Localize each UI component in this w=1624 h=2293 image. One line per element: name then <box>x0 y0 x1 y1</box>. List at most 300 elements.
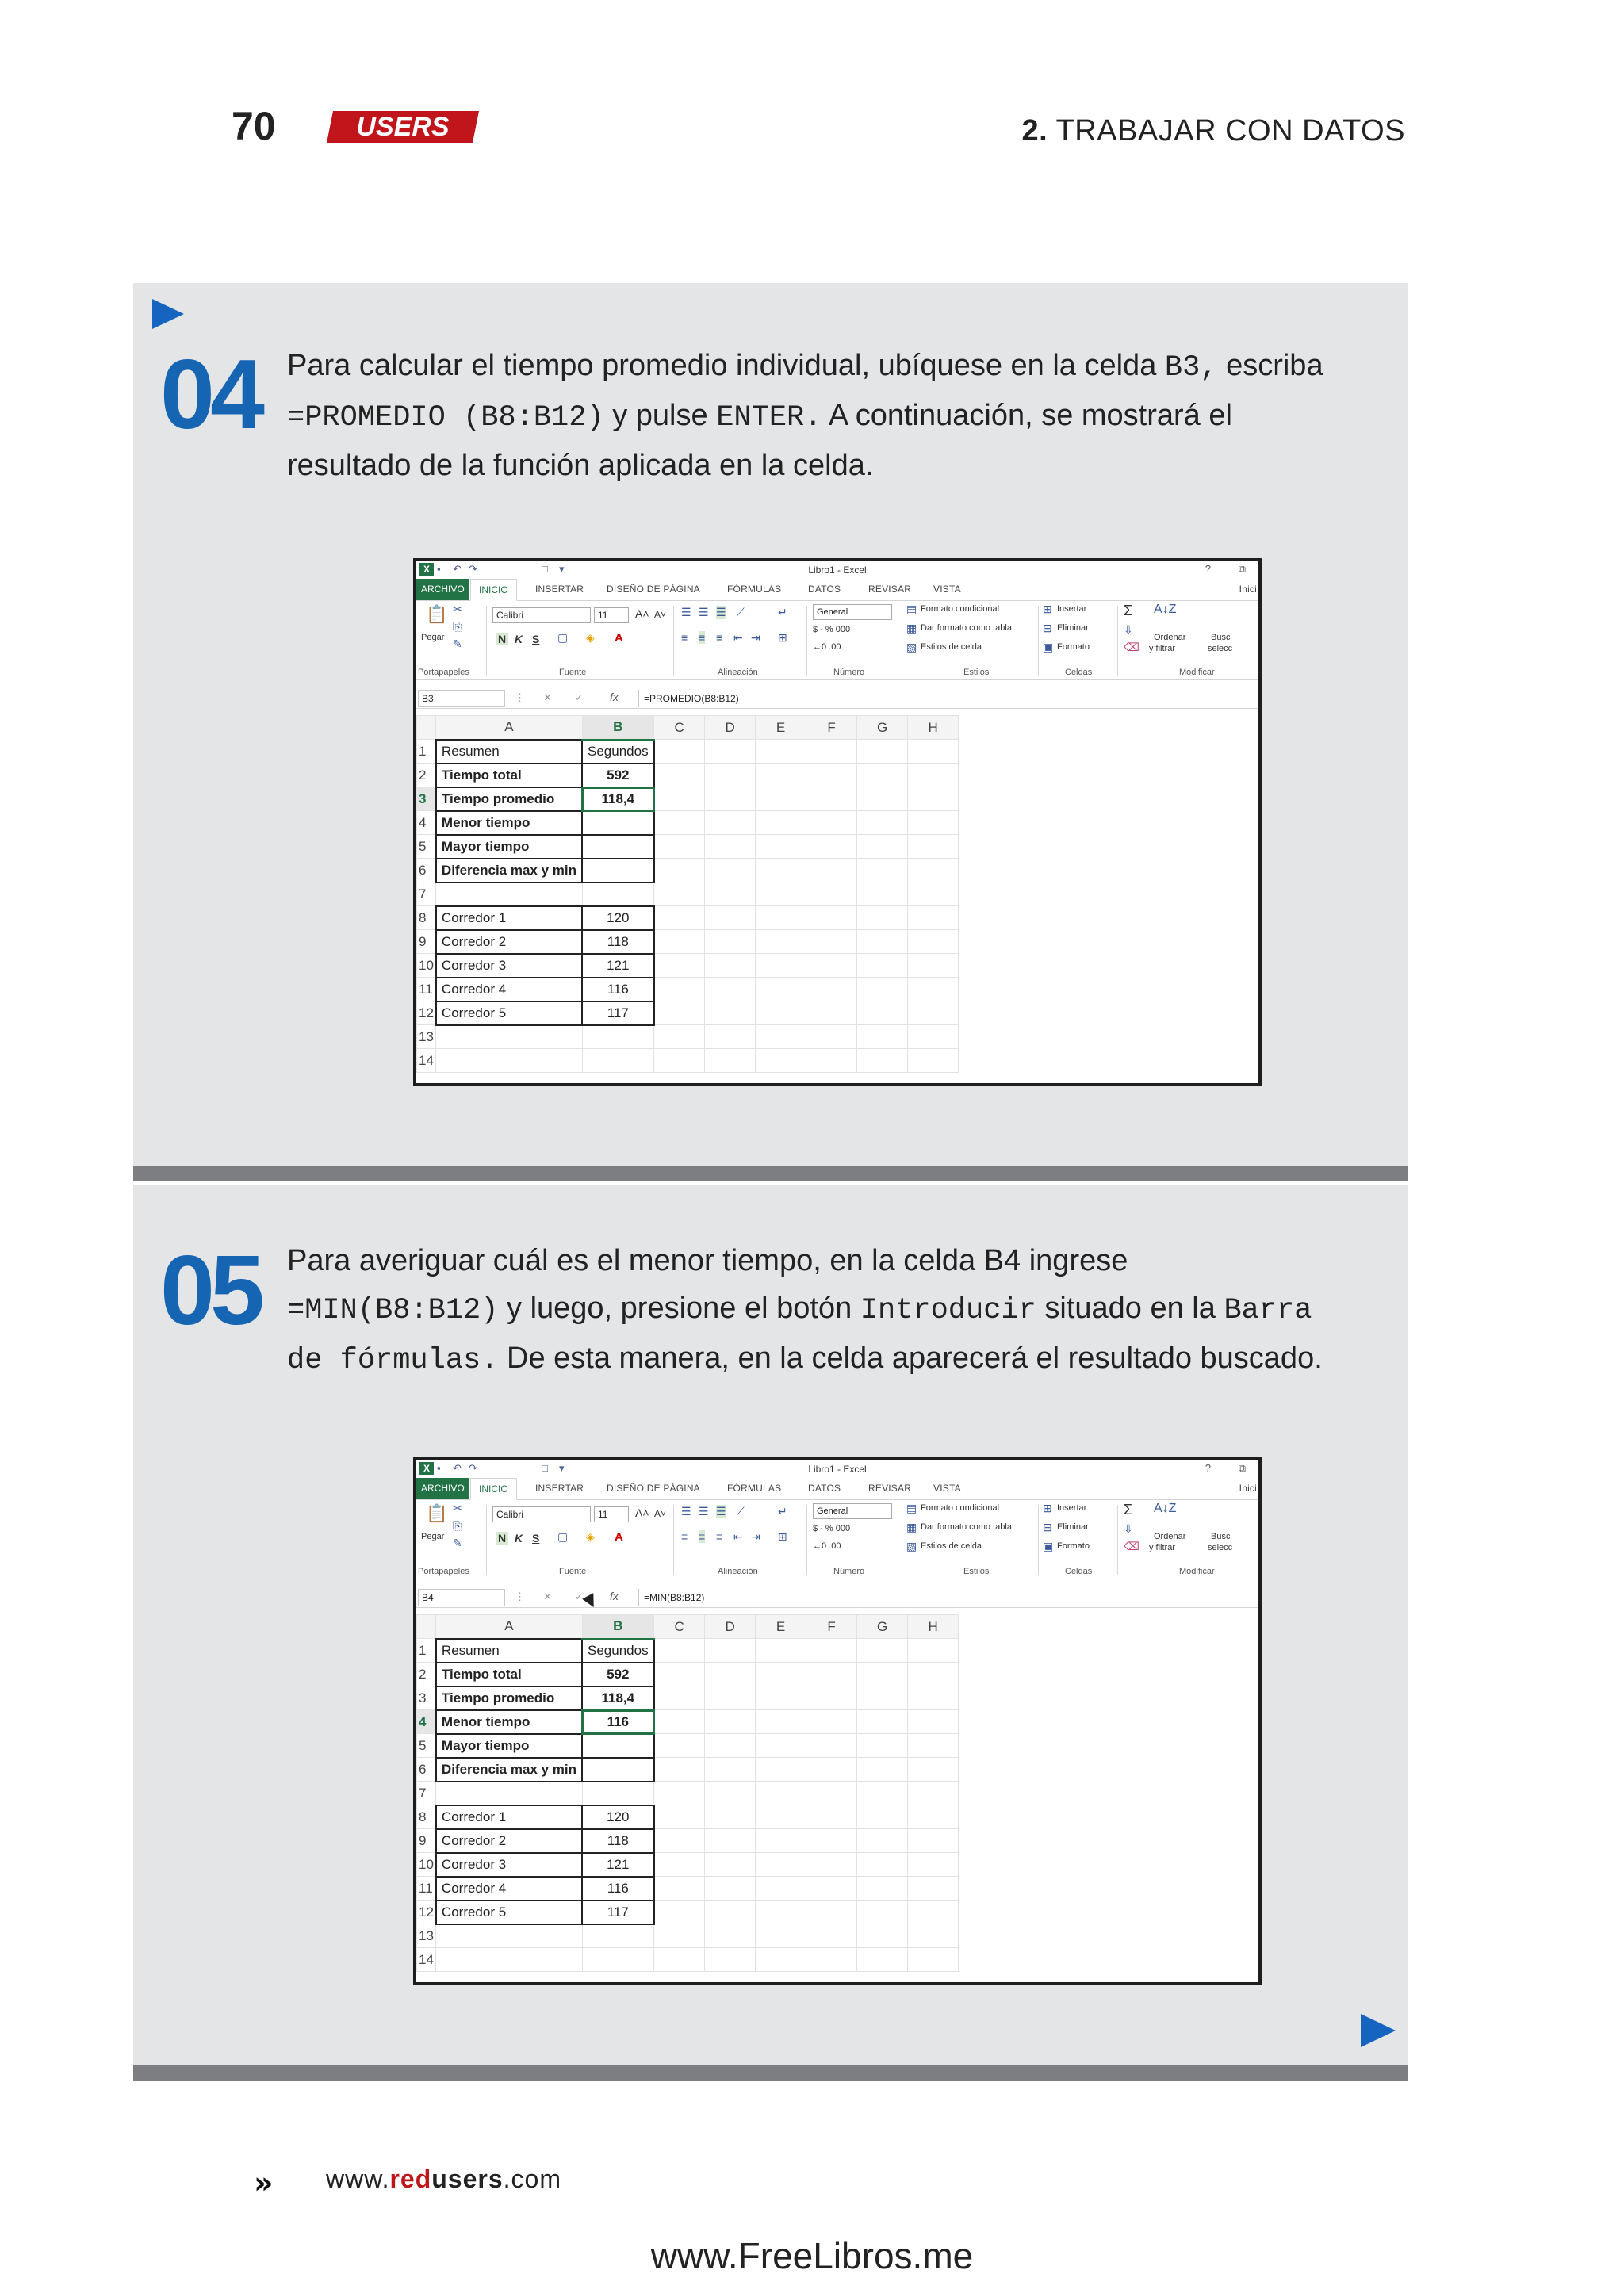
cell-c11[interactable] <box>654 978 705 1001</box>
cell-b7[interactable] <box>582 1782 654 1805</box>
cell-d13[interactable] <box>705 1025 756 1049</box>
bold-button[interactable]: N <box>496 633 508 645</box>
table-format-button[interactable]: Dar formato como tabla <box>921 623 1012 633</box>
save-icon[interactable]: ▪ <box>437 563 441 575</box>
cell-d14[interactable] <box>705 1049 756 1073</box>
cell-h14[interactable] <box>908 1948 959 1972</box>
tab-home[interactable]: INICIO <box>470 579 517 601</box>
cell-g10[interactable] <box>857 954 908 978</box>
fill-color-icon[interactable]: ◈ <box>586 1530 595 1543</box>
cell-c5[interactable] <box>654 835 705 859</box>
cell-b3[interactable]: 118,4 <box>582 787 654 811</box>
cell-g5[interactable] <box>857 835 908 859</box>
bold-button[interactable]: N <box>496 1532 508 1545</box>
cut-icon[interactable]: ✂ <box>453 603 462 615</box>
cell-a12[interactable]: Corredor 5 <box>436 1001 582 1025</box>
cell-h8[interactable] <box>908 1805 959 1829</box>
cell-c1[interactable] <box>654 740 705 764</box>
accounting-format-button[interactable]: $ - % 000 <box>813 1524 851 1533</box>
footer-website[interactable]: www.redusers.com <box>326 2165 561 2193</box>
clear-icon[interactable]: ⌫ <box>1124 641 1139 653</box>
row-header[interactable]: 1 <box>417 1639 436 1663</box>
row-header[interactable]: 4 <box>417 811 436 835</box>
cell-f14[interactable] <box>806 1049 857 1073</box>
row-header[interactable]: 11 <box>417 978 436 1001</box>
cell-a14[interactable] <box>436 1049 582 1073</box>
cell-g10[interactable] <box>857 1853 908 1877</box>
cell-h4[interactable] <box>908 811 959 835</box>
column-header-b[interactable]: B <box>582 716 654 740</box>
row-header[interactable]: 6 <box>417 1758 436 1782</box>
cell-table[interactable] <box>416 1614 959 1972</box>
cell-e14[interactable] <box>756 1049 806 1073</box>
cell-a14[interactable] <box>436 1948 582 1972</box>
cell-g4[interactable] <box>857 811 908 835</box>
insert-cells-button[interactable]: Insertar <box>1057 1503 1087 1513</box>
cell-h2[interactable] <box>908 1663 959 1686</box>
cell-f13[interactable] <box>806 1924 857 1948</box>
cell-b3[interactable]: 118,4 <box>582 1686 654 1710</box>
sort-filter-icon[interactable]: A↓Z <box>1154 1502 1177 1515</box>
paste-label[interactable]: Pegar <box>421 633 445 642</box>
cell-h13[interactable] <box>908 1025 959 1049</box>
cell-e13[interactable] <box>756 1025 806 1049</box>
cell-g7[interactable] <box>857 1782 908 1805</box>
cell-d10[interactable] <box>705 1853 756 1877</box>
ribbon-display-icon[interactable]: ⧉ <box>1238 1462 1246 1474</box>
cell-e11[interactable] <box>756 978 806 1001</box>
cell-c12[interactable] <box>654 1001 705 1025</box>
cell-b8[interactable]: 120 <box>582 1805 654 1829</box>
cell-d7[interactable] <box>705 1782 756 1805</box>
align-left-icon[interactable]: ≡ <box>681 1530 688 1543</box>
column-header-d[interactable]: D <box>705 716 756 740</box>
cell-h9[interactable] <box>908 930 959 954</box>
cell-a5[interactable]: Mayor tiempo <box>436 1734 582 1758</box>
font-name-select[interactable]: Calibri <box>492 607 591 623</box>
fill-icon[interactable]: ⇩ <box>1124 1522 1133 1535</box>
cell-h1[interactable] <box>908 1639 959 1663</box>
merge-center-icon[interactable]: ⊞ <box>778 1530 787 1543</box>
cell-h13[interactable] <box>908 1924 959 1948</box>
tab-file[interactable]: ARCHIVO <box>416 1478 469 1499</box>
worksheet-grid[interactable] <box>416 715 1258 1083</box>
cell-d4[interactable] <box>705 1710 756 1734</box>
row-header[interactable]: 7 <box>417 1782 436 1805</box>
cell-c1[interactable] <box>654 1639 705 1663</box>
formula-input[interactable]: =MIN(B8:B12) <box>638 1589 1257 1606</box>
sort-filter-label-1[interactable]: Ordenar <box>1154 633 1186 642</box>
cancel-icon[interactable]: ✕ <box>543 691 552 703</box>
row-header[interactable]: 2 <box>417 1663 436 1686</box>
row-header[interactable]: 3 <box>417 787 436 811</box>
cell-h2[interactable] <box>908 764 959 787</box>
cell-b10[interactable]: 121 <box>582 1853 654 1877</box>
name-box[interactable]: B3 <box>418 690 505 707</box>
enter-icon[interactable]: ✓ <box>575 1591 584 1602</box>
find-select-label-2[interactable]: selecc <box>1208 644 1233 653</box>
font-name-select[interactable]: Calibri <box>492 1506 591 1522</box>
cell-g6[interactable] <box>857 859 908 882</box>
cell-c11[interactable] <box>654 1877 705 1901</box>
cell-g12[interactable] <box>857 1901 908 1924</box>
cell-g8[interactable] <box>857 906 908 930</box>
column-header-e[interactable]: E <box>756 716 806 740</box>
font-color-icon[interactable]: A <box>615 1530 623 1544</box>
cell-e10[interactable] <box>756 1853 806 1877</box>
cell-b6[interactable] <box>582 859 654 882</box>
cell-e5[interactable] <box>756 835 806 859</box>
cell-c3[interactable] <box>654 787 705 811</box>
cell-f8[interactable] <box>806 906 857 930</box>
cell-d3[interactable] <box>705 1686 756 1710</box>
column-header-h[interactable]: H <box>908 1615 959 1639</box>
copy-icon[interactable]: ⎘ <box>453 1519 462 1532</box>
cell-h14[interactable] <box>908 1049 959 1073</box>
cell-b7[interactable] <box>582 882 654 906</box>
underline-button[interactable]: S <box>532 633 540 645</box>
paste-icon[interactable]: 📋 <box>426 604 448 624</box>
cell-g5[interactable] <box>857 1734 908 1758</box>
conditional-format-icon[interactable]: ▤ <box>906 603 917 615</box>
cell-c2[interactable] <box>654 764 705 787</box>
cell-e3[interactable] <box>756 787 806 811</box>
cell-g11[interactable] <box>857 1877 908 1901</box>
wrap-text-icon[interactable]: ↵ <box>778 1505 787 1518</box>
cell-g14[interactable] <box>857 1948 908 1972</box>
cell-a4[interactable]: Menor tiempo <box>436 1710 582 1734</box>
cell-b4[interactable]: 116 <box>582 1710 654 1734</box>
cell-d14[interactable] <box>705 1948 756 1972</box>
cell-b8[interactable]: 120 <box>582 906 654 930</box>
cell-h12[interactable] <box>908 1901 959 1924</box>
conditional-format-button[interactable]: Formato condicional <box>921 1503 1000 1513</box>
tab-formulas[interactable]: FÓRMULAS <box>727 1483 782 1494</box>
cell-a13[interactable] <box>436 1924 582 1948</box>
cut-icon[interactable]: ✂ <box>453 1502 462 1514</box>
cell-a7[interactable] <box>436 882 582 906</box>
column-header-a[interactable]: A <box>436 716 582 740</box>
underline-button[interactable]: S <box>532 1532 540 1545</box>
align-right-icon[interactable]: ≡ <box>716 1530 723 1543</box>
cell-a13[interactable] <box>436 1025 582 1049</box>
cell-a8[interactable]: Corredor 1 <box>436 1805 582 1829</box>
cell-e7[interactable] <box>756 1782 806 1805</box>
cell-f8[interactable] <box>806 1805 857 1829</box>
cell-e12[interactable] <box>756 1001 806 1025</box>
cell-g9[interactable] <box>857 930 908 954</box>
insert-cells-icon[interactable]: ⊞ <box>1043 603 1052 615</box>
cell-c4[interactable] <box>654 1710 705 1734</box>
cell-a11[interactable]: Corredor 4 <box>436 978 582 1001</box>
cell-c6[interactable] <box>654 859 705 882</box>
worksheet-grid[interactable] <box>416 1614 1258 1982</box>
align-top-icon[interactable]: ☰ <box>681 606 691 618</box>
find-select-label-1[interactable]: Busc <box>1211 1532 1231 1541</box>
cell-a4[interactable]: Menor tiempo <box>436 811 582 835</box>
cell-f12[interactable] <box>806 1901 857 1924</box>
cell-f6[interactable] <box>806 1758 857 1782</box>
paste-icon[interactable]: 📋 <box>426 1503 448 1523</box>
column-header-a[interactable]: A <box>436 1615 582 1639</box>
tab-formulas[interactable]: FÓRMULAS <box>727 584 782 595</box>
orientation-icon[interactable]: ⟋ <box>737 1505 745 1518</box>
align-bottom-icon[interactable]: ☰ <box>716 1505 726 1518</box>
cell-e11[interactable] <box>756 1877 806 1901</box>
delete-cells-button[interactable]: Eliminar <box>1057 1522 1089 1532</box>
cell-b1[interactable]: Segundos <box>582 740 654 764</box>
cell-table[interactable] <box>416 715 959 1073</box>
cell-a2[interactable]: Tiempo total <box>436 1663 582 1686</box>
cell-c10[interactable] <box>654 954 705 978</box>
align-right-icon[interactable]: ≡ <box>716 631 723 644</box>
cell-e8[interactable] <box>756 1805 806 1829</box>
row-header[interactable]: 5 <box>417 1734 436 1758</box>
cell-h12[interactable] <box>908 1001 959 1025</box>
cell-a1[interactable]: Resumen <box>436 740 582 764</box>
cell-c12[interactable] <box>654 1901 705 1924</box>
cell-b12[interactable]: 117 <box>582 1901 654 1924</box>
autosum-icon[interactable]: Σ <box>1124 1502 1133 1518</box>
font-size-select[interactable]: 11 <box>594 1506 629 1522</box>
cell-h8[interactable] <box>908 906 959 930</box>
cell-d11[interactable] <box>705 978 756 1001</box>
cell-e4[interactable] <box>756 811 806 835</box>
cell-e3[interactable] <box>756 1686 806 1710</box>
cell-f9[interactable] <box>806 1829 857 1853</box>
column-header-e[interactable]: E <box>756 1615 806 1639</box>
customize-qa-icon[interactable]: ▾ <box>559 1462 565 1474</box>
cell-a12[interactable]: Corredor 5 <box>436 1901 582 1924</box>
cell-a10[interactable]: Corredor 3 <box>436 954 582 978</box>
cell-h9[interactable] <box>908 1829 959 1853</box>
tab-page-layout[interactable]: DISEÑO DE PÁGINA <box>607 584 700 595</box>
cell-f1[interactable] <box>806 1639 857 1663</box>
cell-d1[interactable] <box>705 1639 756 1663</box>
cell-b10[interactable]: 121 <box>582 954 654 978</box>
cell-g2[interactable] <box>857 764 908 787</box>
cell-f5[interactable] <box>806 835 857 859</box>
cell-g2[interactable] <box>857 1663 908 1686</box>
cell-d13[interactable] <box>705 1924 756 1948</box>
cell-g4[interactable] <box>857 1710 908 1734</box>
new-doc-icon[interactable]: □ <box>542 563 548 575</box>
cell-f2[interactable] <box>806 1663 857 1686</box>
cell-b5[interactable] <box>582 835 654 859</box>
table-format-button[interactable]: Dar formato como tabla <box>921 1522 1012 1532</box>
cell-a11[interactable]: Corredor 4 <box>436 1877 582 1901</box>
customize-qa-icon[interactable]: ▾ <box>559 563 565 575</box>
format-cells-icon[interactable]: ▣ <box>1043 641 1054 653</box>
cell-g1[interactable] <box>857 740 908 764</box>
cell-d2[interactable] <box>705 764 756 787</box>
cell-c10[interactable] <box>654 1853 705 1877</box>
cell-g14[interactable] <box>857 1049 908 1073</box>
column-header-c[interactable]: C <box>654 1615 705 1639</box>
cell-e2[interactable] <box>756 764 806 787</box>
help-icon[interactable]: ? <box>1205 563 1211 575</box>
cell-c7[interactable] <box>654 882 705 906</box>
cell-c4[interactable] <box>654 811 705 835</box>
cell-h5[interactable] <box>908 1734 959 1758</box>
cell-h5[interactable] <box>908 835 959 859</box>
cell-d3[interactable] <box>705 787 756 811</box>
cell-f1[interactable] <box>806 740 857 764</box>
cell-h4[interactable] <box>908 1710 959 1734</box>
cell-styles-icon[interactable]: ▧ <box>906 1540 917 1552</box>
format-painter-icon[interactable]: ✎ <box>453 637 462 650</box>
orientation-icon[interactable]: ⟋ <box>737 606 745 618</box>
cell-b14[interactable] <box>582 1049 654 1073</box>
row-header[interactable]: 8 <box>417 1805 436 1829</box>
cell-h6[interactable] <box>908 859 959 882</box>
conditional-format-button[interactable]: Formato condicional <box>921 604 1000 614</box>
cell-d4[interactable] <box>705 811 756 835</box>
cell-c9[interactable] <box>654 930 705 954</box>
undo-icon[interactable]: ↶ <box>453 563 462 575</box>
cell-e5[interactable] <box>756 1734 806 1758</box>
cell-d6[interactable] <box>705 1758 756 1782</box>
cell-c7[interactable] <box>654 1782 705 1805</box>
cell-d2[interactable] <box>705 1663 756 1686</box>
find-select-label-2[interactable]: selecc <box>1208 1543 1233 1552</box>
cell-d6[interactable] <box>705 859 756 882</box>
delete-cells-icon[interactable]: ⊟ <box>1043 1521 1052 1533</box>
cell-c8[interactable] <box>654 1805 705 1829</box>
cell-f10[interactable] <box>806 954 857 978</box>
insert-function-icon[interactable]: fx <box>610 691 619 703</box>
column-header-f[interactable]: F <box>806 1615 857 1639</box>
cell-a7[interactable] <box>436 1782 582 1805</box>
cell-e9[interactable] <box>756 930 806 954</box>
redo-icon[interactable]: ↷ <box>469 1462 477 1474</box>
cell-c14[interactable] <box>654 1948 705 1972</box>
table-format-icon[interactable]: ▦ <box>906 1521 917 1533</box>
merge-center-icon[interactable]: ⊞ <box>778 631 787 644</box>
delete-cells-button[interactable]: Eliminar <box>1057 623 1089 633</box>
cell-b2[interactable]: 592 <box>582 764 654 787</box>
cell-b12[interactable]: 117 <box>582 1001 654 1025</box>
cell-g1[interactable] <box>857 1639 908 1663</box>
cell-f9[interactable] <box>806 930 857 954</box>
row-header[interactable]: 2 <box>417 764 436 787</box>
cell-b5[interactable] <box>582 1734 654 1758</box>
cell-e10[interactable] <box>756 954 806 978</box>
cell-f7[interactable] <box>806 882 857 906</box>
column-header-g[interactable]: G <box>857 716 908 740</box>
decrease-indent-icon[interactable]: ⇤ <box>733 1530 743 1543</box>
decimal-buttons[interactable]: ←0 .00 <box>813 1541 841 1551</box>
cell-g11[interactable] <box>857 978 908 1001</box>
cell-b11[interactable]: 116 <box>582 978 654 1001</box>
cell-a8[interactable]: Corredor 1 <box>436 906 582 930</box>
format-cells-icon[interactable]: ▣ <box>1043 1540 1054 1552</box>
align-top-icon[interactable]: ☰ <box>681 1505 691 1518</box>
tab-view[interactable]: VISTA <box>933 584 961 595</box>
row-header[interactable]: 11 <box>417 1877 436 1901</box>
cell-f2[interactable] <box>806 764 857 787</box>
cell-e8[interactable] <box>756 906 806 930</box>
cell-f11[interactable] <box>806 978 857 1001</box>
shrink-font-icon[interactable]: A˅ <box>654 1508 667 1519</box>
cell-f12[interactable] <box>806 1001 857 1025</box>
column-header-d[interactable]: D <box>705 1615 756 1639</box>
fill-icon[interactable]: ⇩ <box>1124 623 1133 636</box>
row-header[interactable]: 12 <box>417 1001 436 1025</box>
cell-d11[interactable] <box>705 1877 756 1901</box>
row-header[interactable]: 13 <box>417 1924 436 1948</box>
user-account[interactable]: Inici <box>1239 584 1257 595</box>
cell-h1[interactable] <box>908 740 959 764</box>
column-header-g[interactable]: G <box>857 1615 908 1639</box>
find-select-label-1[interactable]: Busc <box>1211 633 1231 642</box>
insert-function-icon[interactable]: fx <box>610 1590 619 1602</box>
enter-icon[interactable]: ✓ <box>575 691 584 703</box>
cell-d10[interactable] <box>705 954 756 978</box>
table-format-icon[interactable]: ▦ <box>906 622 917 634</box>
cell-e1[interactable] <box>756 1639 806 1663</box>
cell-g3[interactable] <box>857 787 908 811</box>
cell-e13[interactable] <box>756 1924 806 1948</box>
row-header[interactable]: 9 <box>417 1829 436 1853</box>
cell-g3[interactable] <box>857 1686 908 1710</box>
row-header[interactable]: 7 <box>417 882 436 906</box>
row-header[interactable]: 1 <box>417 740 436 764</box>
cell-d12[interactable] <box>705 1901 756 1924</box>
cell-d12[interactable] <box>705 1001 756 1025</box>
cell-f3[interactable] <box>806 1686 857 1710</box>
row-header[interactable]: 8 <box>417 906 436 930</box>
column-header-b[interactable]: B <box>582 1615 654 1639</box>
cell-f6[interactable] <box>806 859 857 882</box>
cell-f7[interactable] <box>806 1782 857 1805</box>
cell-b13[interactable] <box>582 1924 654 1948</box>
sort-filter-icon[interactable]: A↓Z <box>1154 603 1177 616</box>
cell-e6[interactable] <box>756 1758 806 1782</box>
number-format-select[interactable]: General <box>813 604 892 620</box>
row-header[interactable]: 5 <box>417 835 436 859</box>
cell-h3[interactable] <box>908 1686 959 1710</box>
cell-a9[interactable]: Corredor 2 <box>436 1829 582 1853</box>
grow-font-icon[interactable]: A˄ <box>635 607 649 620</box>
cell-b4[interactable] <box>582 811 654 835</box>
cell-f4[interactable] <box>806 811 857 835</box>
redo-icon[interactable]: ↷ <box>469 563 477 575</box>
cell-b14[interactable] <box>582 1948 654 1972</box>
sort-filter-label-1[interactable]: Ordenar <box>1154 1532 1186 1541</box>
sort-filter-label-2[interactable]: y filtrar <box>1149 644 1175 653</box>
tab-data[interactable]: DATOS <box>808 1483 841 1494</box>
grow-font-icon[interactable]: A˄ <box>635 1506 649 1519</box>
row-header[interactable]: 10 <box>417 1853 436 1877</box>
decrease-indent-icon[interactable]: ⇤ <box>733 631 743 644</box>
cell-a1[interactable]: Resumen <box>436 1639 582 1663</box>
conditional-format-icon[interactable]: ▤ <box>906 1502 917 1514</box>
cell-h7[interactable] <box>908 1782 959 1805</box>
cell-g13[interactable] <box>857 1025 908 1049</box>
save-icon[interactable]: ▪ <box>437 1462 441 1474</box>
align-middle-icon[interactable]: ☰ <box>699 606 709 618</box>
cell-c14[interactable] <box>654 1049 705 1073</box>
cell-c13[interactable] <box>654 1924 705 1948</box>
insert-cells-icon[interactable]: ⊞ <box>1043 1502 1052 1514</box>
font-size-select[interactable]: 11 <box>594 607 629 623</box>
cell-e6[interactable] <box>756 859 806 882</box>
cell-d5[interactable] <box>705 1734 756 1758</box>
cell-e9[interactable] <box>756 1829 806 1853</box>
tab-home[interactable]: INICIO <box>470 1478 517 1500</box>
borders-icon[interactable]: ▢ <box>557 1530 569 1543</box>
